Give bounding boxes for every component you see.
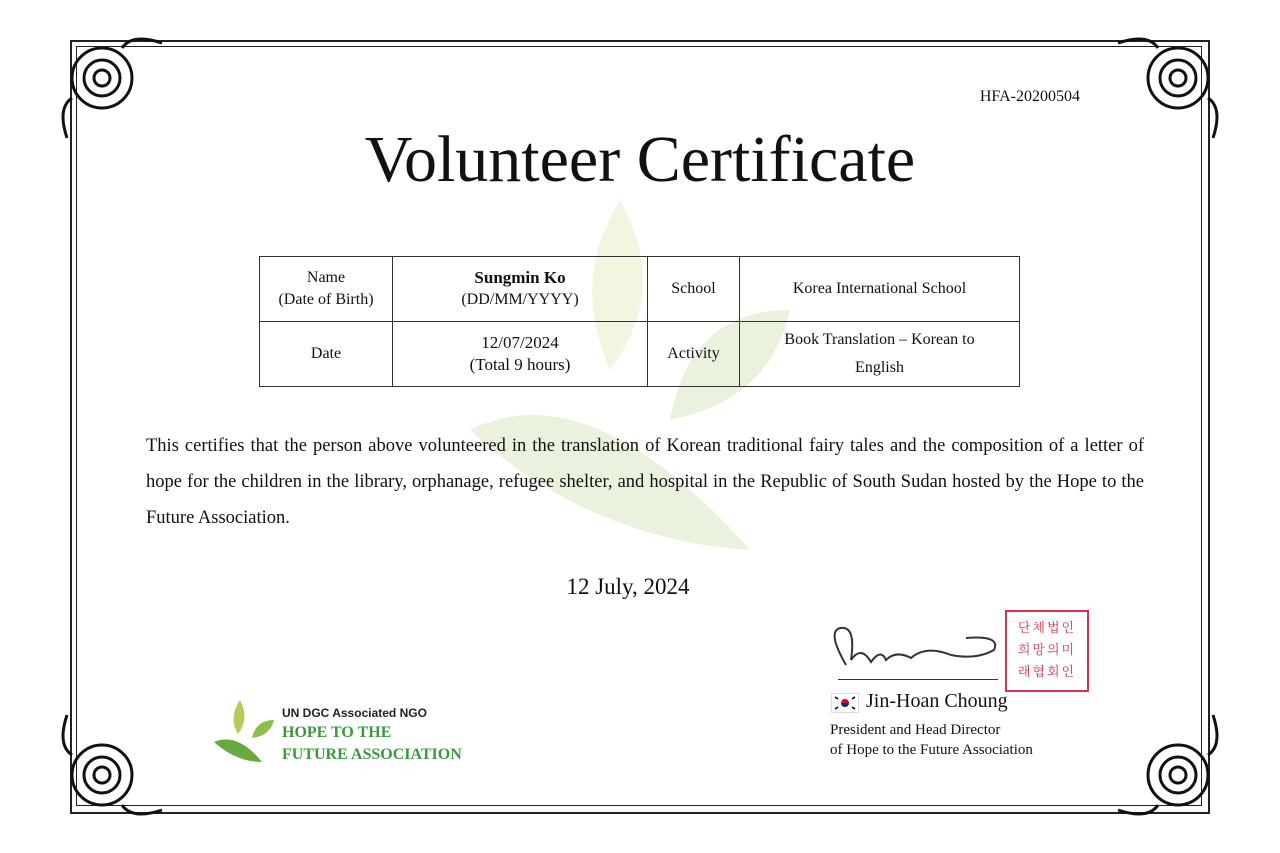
date-value: 12/07/2024 <box>481 333 559 352</box>
activity-label: Activity <box>648 322 740 387</box>
certificate-number: HFA-20200504 <box>979 88 1080 105</box>
name-value: Sungmin Ko <box>474 268 566 287</box>
logo-name-line1: HOPE TO THE <box>282 724 392 741</box>
school-value: Korea International School <box>740 257 1020 322</box>
issue-date: 12 July, 2024 <box>566 574 690 599</box>
dob-label: (Date of Birth) <box>278 291 374 308</box>
activity-value: Book Translation – Korean to English <box>740 322 1020 387</box>
dob-value: (DD/MM/YYYY) <box>461 291 579 308</box>
volunteer-info-table <box>259 256 1020 387</box>
logo-name-line2: FUTURE ASSOCIATION <box>282 746 462 763</box>
leaf-logo-icon <box>212 698 278 768</box>
signer-role-line2: of Hope to the Future Association <box>830 742 1033 758</box>
rose-corner-ornament-icon <box>52 705 172 825</box>
organization-logo <box>212 698 462 773</box>
school-label: School <box>648 257 740 322</box>
name-label: Name <box>306 269 346 286</box>
official-seal <box>1005 610 1089 692</box>
signer-role-line1: President and Head Director <box>830 722 1001 738</box>
date-label: Date <box>260 322 393 387</box>
logo-subtitle: UN DGC Associated NGO <box>282 706 427 720</box>
korean-flag-icon <box>831 693 859 713</box>
rose-corner-ornament-icon <box>1108 705 1228 825</box>
signature-icon <box>826 620 1001 680</box>
hours-value: (Total 9 hours) <box>469 355 571 374</box>
certification-text: This certifies that the person above volunteered in the translation of Korean traditional fairy tales and the composition of a letter of hope for the children in the library, orphanage, refugee shelter, and hospital in the Republic of South Sudan hosted by the Hope to the Future Association. <box>146 436 1144 528</box>
certificate-title: Volunteer Certificate <box>364 123 916 196</box>
seal-text: 단체법인희망의미래협회인 <box>1017 621 1077 680</box>
signature-line <box>838 679 998 680</box>
signer-name: Jin-Hoan Choung <box>866 690 1008 712</box>
